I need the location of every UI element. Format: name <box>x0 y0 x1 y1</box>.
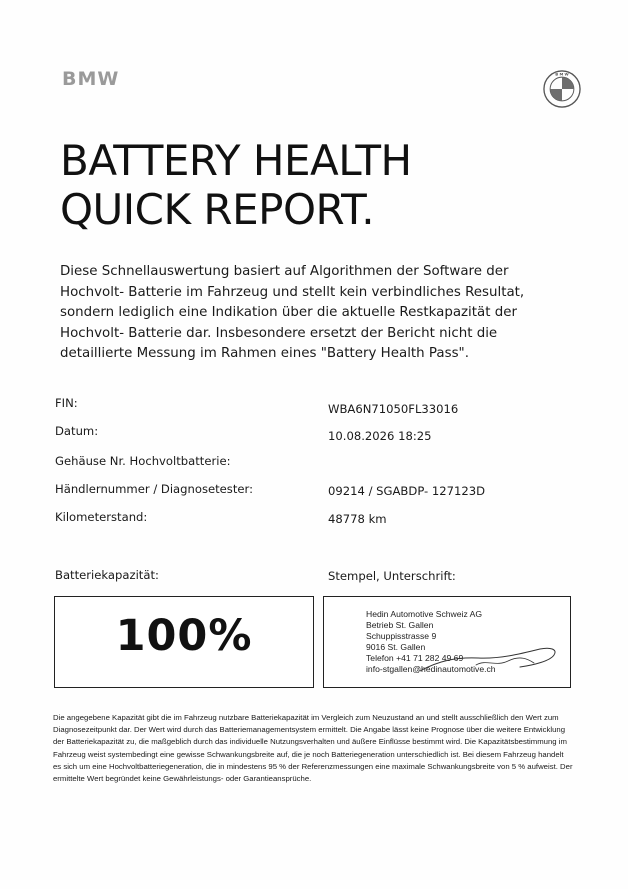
capacity-label: Batteriekapazität: <box>55 568 159 582</box>
fin-label: FIN: <box>55 396 78 410</box>
capacity-value: 100% <box>115 611 253 661</box>
stamp-label: Stempel, Unterschrift: <box>328 569 456 583</box>
fin-value: WBA6N71050FL33016 <box>328 402 459 416</box>
stamp-phone: Telefon +41 71 282 49 69 <box>366 653 464 663</box>
intro-paragraph: Diese Schnellauswertung basiert auf Algorithmen der Software der Hochvolt- Batterie im Fahrzeug und stellt kein verbindliches Resultat, sondern lediglich eine Indikation über die aktuelle Restkapazität der Hochvolt- Batterie dar. Insbesondere ersetzt der Bericht nicht die detaillierte Messung im Rahmen eines "Battery Health Pass". <box>60 264 525 362</box>
stamp-company: Hedin Automotive Schweiz AG <box>366 609 483 619</box>
stamp-email: info-stgallen@hedinautomotive.ch <box>366 664 496 674</box>
disclaimer-text: Die angegebene Kapazität gibt die im Fahrzeug nutzbare Batteriekapazität im Vergleich zum Neuzustand an und stellt ausschließlich den Wert zum Diagnosezeitpunkt dar. Der Wert wird durch das Batteriemanagementsystem ermittelt. Die Angabe lässt keine Prognose über die weitere Entwicklung der Batteriekapazität zu, die maßgeblich durch das individuelle Nutzungsverhalten und äußere Einflüsse bestimmt wird. Die Kapazitätsbestimmung im Fahrzeug weist systembedingt eine gewisse Schwankungsbreite auf, die je noch Batteriegeneration unterschiedlich ist. Bei diesem Fahrzeug handelt es sich um eine Hochvoltbatteriegeneration, die in mindestens 95 % der Referenzmessungen eine maximale Schwankungsbreite von 5 % aufweist. Der ermittelte Wert begründet keine Gewährleistungs- oder Garantieansprüche. <box>53 713 573 784</box>
brand-wordmark: BMW <box>62 68 120 90</box>
signature-mark <box>416 637 566 679</box>
bmw-roundel-icon <box>543 70 581 108</box>
haendler-label: Händlernummer / Diagnosetester: <box>55 482 253 496</box>
datum-value: 10.08.2026 18:25 <box>328 429 432 443</box>
gehaeuse-label: Gehäuse Nr. Hochvoltbatterie: <box>55 454 231 468</box>
haendler-value: 09214 / SGABDP- 127123D <box>328 484 486 498</box>
datum-label: Datum: <box>55 424 99 438</box>
page-title <box>60 136 412 234</box>
km-value: 48778 km <box>328 512 387 526</box>
svg-text:B M W: B M W <box>555 71 569 77</box>
title-line-2: QUICK REPORT. <box>60 185 375 234</box>
stamp-box <box>323 596 571 688</box>
km-label: Kilometerstand: <box>55 510 148 524</box>
capacity-box <box>54 596 314 688</box>
title-line-1: BATTERY HEALTH <box>60 136 412 185</box>
stamp-branch: Betrieb St. Gallen <box>366 620 434 630</box>
stamp-city: 9016 St. Gallen <box>366 642 426 652</box>
stamp-street: Schuppisstrasse 9 <box>366 631 437 641</box>
